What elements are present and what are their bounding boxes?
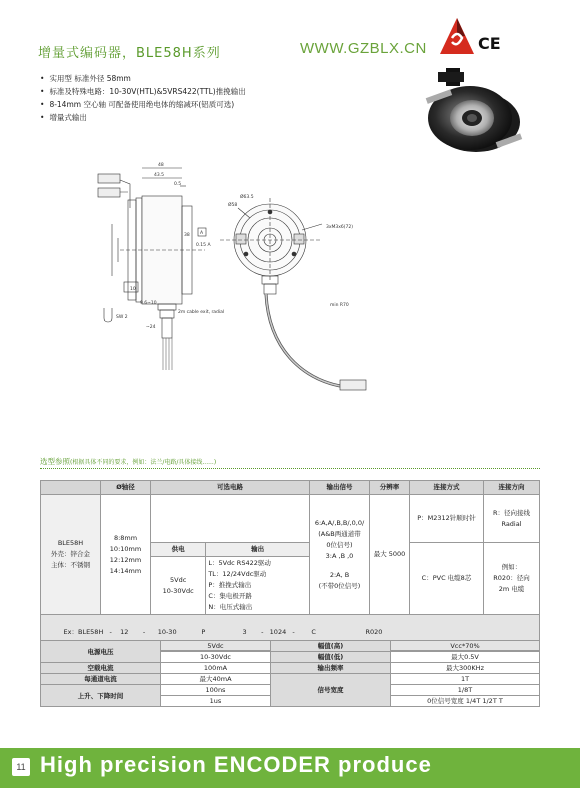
dim-38: 38 (184, 233, 190, 238)
spec-value: Vcc*70% (391, 641, 540, 652)
output-line: N：电压式输出 (208, 603, 253, 611)
circuit-spacer (151, 495, 310, 543)
conn-cell-pin: P：M2312针顺时针 (410, 495, 484, 543)
example-part: 1024 (269, 628, 287, 636)
dim-10: 10 (130, 287, 136, 292)
output-line: C：集电极开路 (208, 592, 252, 600)
signal-line: 3:A ,B ,0 (325, 551, 354, 560)
example-part: 3 (242, 628, 247, 636)
dim-24: ~24 (146, 325, 156, 330)
spec-value: 1us (161, 696, 271, 707)
signal-cell (310, 495, 370, 615)
spec-label: 每通道电流 (41, 674, 161, 685)
spec-value: 5Vdc (161, 641, 271, 652)
shaft-cell (101, 495, 151, 615)
example-part: R020 (365, 628, 383, 636)
feature-item: • 实用型 标准外径 58mm (40, 72, 420, 85)
table-header: 连接方向 (484, 481, 540, 495)
spec-label: 信号宽度 (271, 674, 391, 707)
feature-item: • 标准及特殊电路：10-30V(HTL)&5VRS422(TTL)推挽输出 (40, 85, 420, 98)
feature-item: • 增量式输出 (40, 111, 420, 124)
model-body: 主体：不锈钢 (51, 561, 90, 569)
example-part: - (292, 628, 295, 636)
table-header: 分辨率 (370, 481, 410, 495)
dim-58: Ø58 (228, 203, 238, 208)
feature-list (40, 72, 420, 124)
spec-label: 上升、下降时间 (41, 685, 161, 707)
spec-value: 最大300KHz (391, 663, 540, 674)
dim-9-6: 9.6~10 (140, 301, 157, 306)
website-url[interactable]: WWW.GZBLX.CN (300, 40, 427, 57)
table-header: 连接方式 (410, 481, 484, 495)
shaft-option: 12:12mm (109, 555, 142, 564)
spec-value: 最大0.5V (391, 652, 540, 663)
signal-line: 2:A, B (329, 570, 350, 579)
technical-drawing (0, 158, 580, 448)
conn-cell-cable: C：PVC 电缆8芯 (410, 543, 484, 615)
dir-line: R：径向接线 (492, 508, 531, 517)
spec-value: 100ns (161, 685, 271, 696)
encoder-product-photo (418, 64, 528, 156)
dim-63: Ø63.5 (240, 195, 254, 200)
example-part: Ex：BLE58H (63, 628, 104, 636)
page-title: 增量式编码器，BLE58H系列 (38, 46, 221, 61)
spec-value: 10-30Vdc (161, 652, 271, 663)
cable-note: 2m cable exit, radial (178, 310, 225, 315)
feature-item: • 8-14mm 空心轴 可配备使用绝电体的缩减环(铝质可选) (40, 98, 420, 111)
output-line: L：5Vdc RS422驱动 (208, 559, 271, 567)
shaft-option: 10:10mm (109, 544, 142, 553)
signal-line: 0位信号) (326, 540, 353, 549)
dir-line: 例如： (501, 563, 522, 571)
sub-header-supply: 供电 (151, 543, 206, 557)
table-header (41, 481, 101, 495)
table-header: Ø轴径 (101, 481, 151, 495)
spec-value: 0位信号宽度 1/4T 1/2T T (391, 696, 540, 707)
dim-48: 48 (158, 163, 164, 168)
dir-cell-radial (484, 495, 540, 543)
model-housing: 外壳：锌合金 (51, 550, 90, 558)
dim-datum-a: A (200, 231, 204, 236)
spec-label: 空载电流 (41, 663, 161, 674)
side-view (98, 162, 224, 370)
table-header: 输出信号 (310, 481, 370, 495)
model-name: BLE58H (57, 539, 84, 547)
resolution-cell: 最大 5000 (370, 495, 410, 615)
example-part: - (261, 628, 264, 636)
dim-sw2: SW 2 (116, 315, 128, 320)
selection-note: (根据具体不同的要求，例如：法兰/电路/具体接线......) (70, 459, 217, 466)
dir-line: 2m 电缆 (498, 585, 525, 593)
dir-line: Radial (501, 519, 522, 528)
signal-line: 6:A,A/,B,B/,0,0/ (314, 518, 365, 527)
dir-line: R020：径向 (493, 574, 530, 582)
spec-value: 1/8T (391, 685, 540, 696)
dir-cell-example (484, 543, 540, 615)
front-view (196, 193, 366, 390)
dim-0-5: 0.5 (174, 182, 182, 187)
spec-value: 100mA (161, 663, 271, 674)
spec-table (40, 640, 540, 707)
example-part: P (201, 628, 206, 636)
example-part: - (142, 628, 146, 636)
spec-value: 1T (391, 674, 540, 685)
shaft-option: 14:14mm (109, 566, 142, 575)
footer-slogan: High precision ENCODER produce (40, 752, 432, 777)
shaft-option: 8:8mm (113, 533, 138, 542)
dim-tolerance: 0.15 A (196, 243, 211, 248)
example-part: - (109, 628, 112, 636)
ordering-table (40, 480, 540, 651)
spec-label: 幅值(低) (271, 652, 391, 663)
selection-title (40, 456, 216, 467)
model-cell (41, 495, 101, 615)
selection-heading: 选型参照 (40, 457, 70, 466)
footer-banner (0, 748, 580, 788)
output-line: P：推挽式输出 (208, 581, 252, 589)
dim-m3: 3xM3x6(72) (326, 225, 354, 230)
signal-line: (A&B两通道带 (318, 529, 361, 538)
divider (40, 468, 540, 469)
table-header: 可选电路 (151, 481, 310, 495)
supply-line: 10-30Vdc (162, 586, 194, 595)
sub-header-output: 输出 (206, 543, 310, 557)
output-cell (206, 557, 310, 615)
ce-mark: CE (478, 34, 501, 53)
spec-label: 输出频率 (271, 663, 391, 674)
example-part: 12 (120, 628, 129, 636)
output-line: TL：12/24Vdc驱动 (208, 570, 267, 578)
dim-radius: min R70 (330, 303, 349, 308)
spec-value: 最大40mA (161, 674, 271, 685)
signal-line: (不带0位信号) (318, 581, 361, 590)
triangle-logo-icon (438, 16, 476, 56)
supply-cell (151, 557, 206, 615)
example-part: 10-30 (157, 628, 177, 636)
supply-line: 5Vdc (170, 575, 187, 584)
dim-43-5: 43.5 (154, 173, 165, 178)
example-part: C (311, 628, 316, 636)
spec-label: 电源电压 (41, 641, 161, 663)
spec-label: 幅值(高) (271, 641, 391, 652)
page-number: 11 (12, 758, 30, 776)
